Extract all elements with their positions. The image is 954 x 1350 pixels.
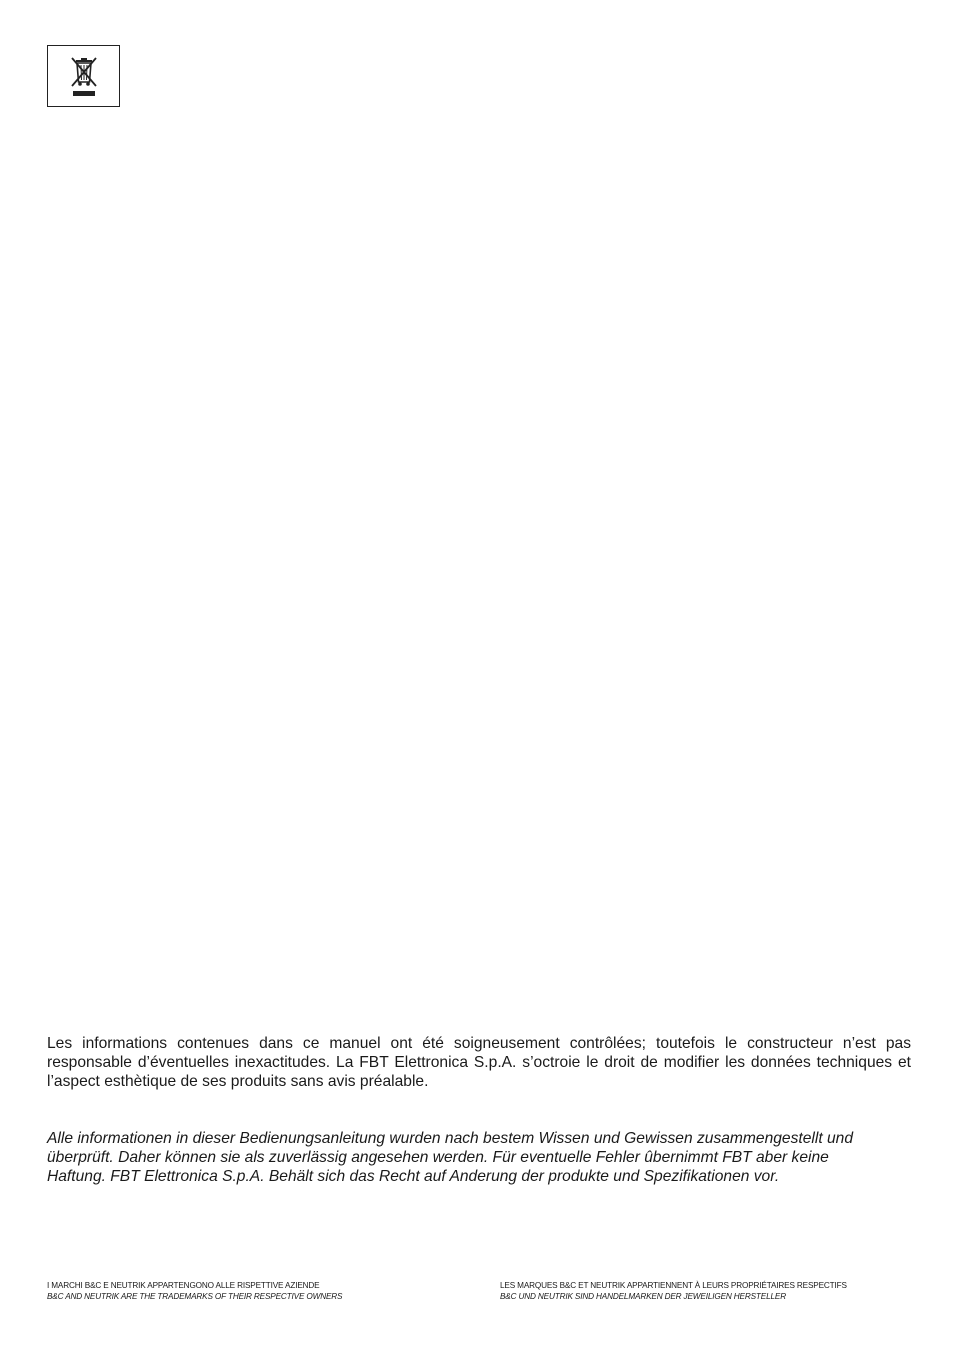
weee-symbol-box: [47, 45, 120, 107]
trademark-german: B&C UND NEUTRIK SIND HANDELMARKEN DER JEWEILIGEN HERSTELLER: [500, 1292, 786, 1301]
crossed-out-wheelie-bin-icon: [68, 55, 100, 99]
disclaimer-german: [47, 1129, 909, 1186]
trademark-english: B&C AND NEUTRIK ARE THE TRADEMARKS OF THEIR RESPECTIVE OWNERS: [47, 1292, 343, 1301]
trademark-notice-right: [500, 1280, 847, 1302]
trademark-notice-left: [47, 1280, 342, 1302]
disclaimer-german-line: Alle informationen in dieser Bedienungsanleitung wurden nach bestem Wissen und Gewissen zusammengestellt und: [47, 1130, 854, 1147]
disclaimer-german-line: Haftung. FBT Elettronica S.p.A. Behält sich das Recht auf Anderung der produkte und Spezifikationen vor.: [47, 1168, 780, 1185]
trademark-french: LES MARQUES B&C ET NEUTRIK APPARTIENNENT À LEURS PROPRIÉTAIRES RESPECTIFS: [500, 1281, 847, 1290]
trademark-italian: I MARCHI B&C E NEUTRIK APPARTENGONO ALLE RISPETTIVE AZIENDE: [47, 1281, 320, 1290]
disclaimer-german-line: überprüft. Daher können sie als zuverlässig angesehen werden. Für eventuelle Fehler ûbernimmt FBT aber keine: [47, 1149, 829, 1166]
disclaimer-french: Les informations contenues dans ce manuel ont été soigneusement contrôlées; toutefois le constructeur n’est pas responsable d’éventuelles inexactitudes. La FBT Elettronica S.p.A. s’octroie le droit de modifier les données techniques et l’aspect esthètique de ses produits sans avis préalable.: [47, 1035, 911, 1090]
